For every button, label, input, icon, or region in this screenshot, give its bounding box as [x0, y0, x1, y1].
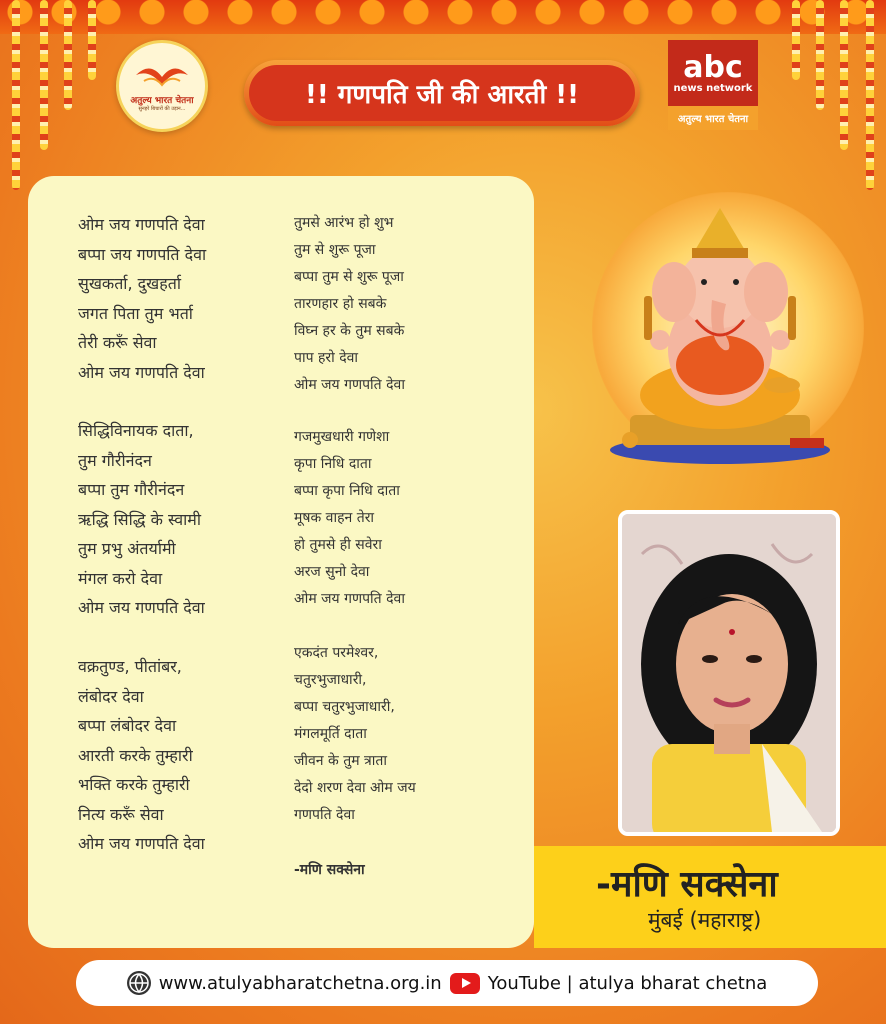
- bird-logo-icon: [134, 61, 190, 91]
- abc-network-text: news network: [673, 82, 753, 94]
- ganesha-illustration: [600, 200, 840, 470]
- globe-icon: [127, 971, 151, 995]
- poem-line: बप्पा तुम गौरीनंदन: [78, 480, 185, 499]
- poem-line: तुम प्रभु अंतर्यामी: [78, 539, 176, 558]
- poem-line: देदो शरण देवा ओम जय: [294, 780, 416, 796]
- poem-line: चतुरभुजाधारी,: [294, 672, 367, 688]
- poem-stanza: [294, 424, 405, 613]
- poem-line: वक्रतुण्ड, पीतांबर,: [78, 657, 182, 676]
- author-portrait-image: [622, 514, 836, 832]
- poem-line: अरज सुनो देवा: [294, 564, 370, 580]
- poem-line: बप्पा जय गणपति देवा: [78, 244, 207, 264]
- poem-line: ओम जय गणपति देवा: [78, 598, 205, 617]
- poem-line: लंबोदर देवा: [78, 686, 144, 706]
- author-photo: [618, 510, 840, 836]
- poem-line: बप्पा तुम से शुरू पूजा: [294, 269, 404, 285]
- footer-bar: [76, 960, 818, 1006]
- poem-line: हो तुमसे ही सवेरा: [294, 537, 382, 553]
- poem-line: ओम जय गणपति देवा: [78, 215, 205, 234]
- poem-stanza: [294, 640, 416, 829]
- poem-line: बप्पा चतुरभुजाधारी,: [294, 699, 395, 715]
- youtube-link[interactable]: YouTube | atulya bharat chetna: [487, 972, 768, 994]
- youtube-icon: [450, 973, 480, 994]
- poem-line: तुमसे आरंभ हो शुभ: [294, 215, 394, 231]
- poem-line: मंगल करो देवा: [78, 568, 163, 588]
- poem-line: ओम जय गणपति देवा: [294, 377, 405, 393]
- title-banner: [244, 60, 640, 126]
- right-garland-strand: [840, 0, 848, 150]
- poem-stanza: [294, 210, 405, 399]
- atulya-bharat-chetna-logo: [116, 40, 208, 132]
- abc-word: abc: [683, 49, 743, 85]
- abc-news-logo: [668, 40, 758, 130]
- left-garland-strand: [12, 0, 20, 190]
- poem-line: तुम से शुरू पूजा: [294, 242, 376, 258]
- poem-line: पाप हरो देवा: [294, 350, 359, 366]
- logo-text: अतुल्य भारत चेतना: [130, 95, 194, 106]
- right-garland-strand: [866, 0, 874, 190]
- page-title: !! गणपति जी की आरती !!: [249, 65, 635, 121]
- poem-stanza: [78, 210, 206, 387]
- poem-line: बप्पा कृपा निधि दाता: [294, 483, 400, 499]
- poem-line: भक्ति करके तुम्हारी: [78, 775, 190, 794]
- author-place: मुंबई (महाराष्ट्र): [648, 908, 762, 932]
- poem-line: सिद्धिविनायक दाता,: [78, 421, 194, 440]
- website-link[interactable]: www.atulyabharatchetna.org.in: [158, 972, 442, 994]
- poem-line: गणपति देवा: [294, 807, 355, 823]
- poem-line: विघ्न हर के तुम सबके: [294, 323, 405, 339]
- logo-subtext: सुनहरे बिचारों की उड़ान...: [138, 105, 186, 112]
- abc-tagline: अतुल्य भारत चेतना: [668, 106, 758, 130]
- poem-line: जगत पिता तुम भर्ता: [78, 303, 193, 323]
- poem-line: कृपा निधि दाता: [294, 456, 372, 472]
- right-garland-strand: [792, 0, 800, 80]
- poem-line: ऋद्धि सिद्धि के स्वामी: [78, 509, 201, 529]
- poem-line: गजमुखधारी गणेशा: [294, 429, 390, 445]
- left-garland-strand: [40, 0, 48, 150]
- poem-line: सुखकर्ता, दुखहर्ता: [78, 274, 181, 293]
- left-garland-strand: [64, 0, 72, 110]
- poem-line: तुम गौरीनंदन: [78, 450, 152, 470]
- poem-line: नित्य करूँ सेवा: [78, 804, 164, 824]
- poem-line: तेरी करूँ सेवा: [78, 333, 157, 352]
- author-name: -मणि सक्सेना: [596, 864, 778, 905]
- poem-line: मंगलमूर्ति दाता: [294, 726, 367, 742]
- poem-line: बप्पा लंबोदर देवा: [78, 716, 177, 735]
- poem-line: ओम जय गणपति देवा: [294, 591, 405, 607]
- poem-line: एकदंत परमेश्वर,: [294, 645, 379, 661]
- poem-line: ओम जय गणपति देवा: [78, 834, 205, 853]
- poem-line: ओम जय गणपति देवा: [78, 362, 205, 382]
- poem-line: तारणहार हो सबके: [294, 296, 387, 312]
- poem-stanza: [78, 416, 205, 623]
- poem-line: आरती करके तुम्हारी: [78, 745, 193, 765]
- right-garland-strand: [816, 0, 824, 110]
- top-garland: [0, 0, 886, 34]
- left-garland-strand: [88, 0, 96, 80]
- poem-signature: -मणि सक्सेना: [294, 862, 365, 878]
- poem-line: मूषक वाहन तेरा: [294, 510, 375, 526]
- poem-stanza: [78, 652, 205, 859]
- poem-line: जीवन के तुम त्राता: [294, 753, 387, 769]
